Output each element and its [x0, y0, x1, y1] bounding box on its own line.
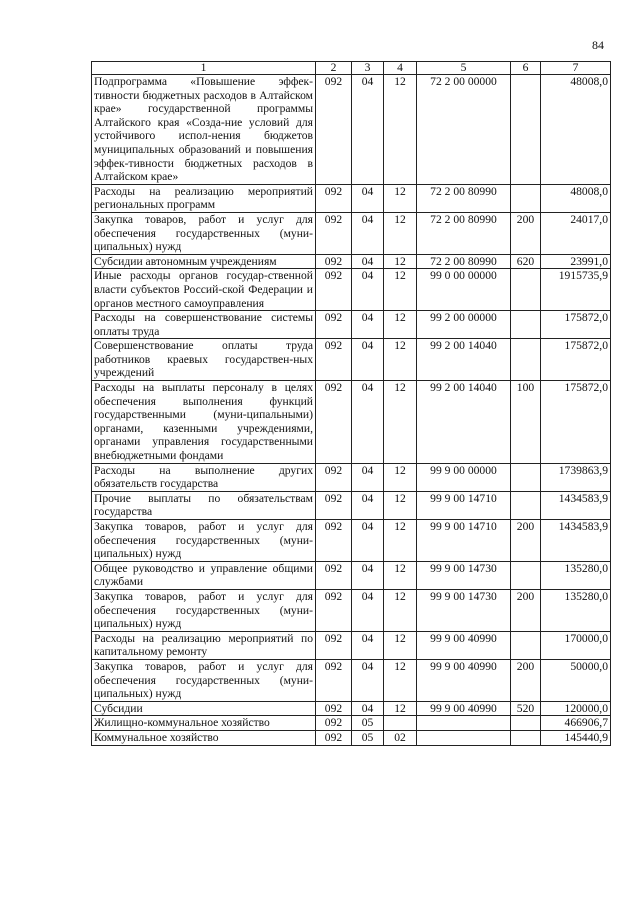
row-amount-cell: 175872,0	[541, 381, 611, 464]
row-subsection-cell: 12	[384, 75, 417, 185]
row-expense-type-cell	[511, 269, 541, 311]
row-name-cell: Расходы на реализацию мероприятий региональных программ	[92, 184, 316, 212]
row-ministry-cell: 092	[316, 184, 352, 212]
row-expense-type-cell: 200	[511, 659, 541, 701]
row-ministry-cell: 092	[316, 631, 352, 659]
row-ministry-cell: 092	[316, 701, 352, 716]
row-ministry-cell: 092	[316, 520, 352, 562]
row-expense-type-cell: 200	[511, 589, 541, 631]
row-name-cell: Закупка товаров, работ и услуг для обеспечения государственных (муни-ципальных) нужд	[92, 212, 316, 254]
row-target-article-cell: 99 2 00 14040	[417, 381, 511, 464]
table-row	[92, 311, 611, 339]
row-amount-cell: 175872,0	[541, 311, 611, 339]
row-target-article-cell: 99 2 00 00000	[417, 311, 511, 339]
row-amount-cell: 170000,0	[541, 631, 611, 659]
row-amount-cell: 48008,0	[541, 75, 611, 185]
row-subsection-cell: 12	[384, 184, 417, 212]
row-target-article-cell: 99 9 00 14710	[417, 491, 511, 519]
row-section-cell: 04	[352, 659, 384, 701]
row-name-cell: Жилищно-коммунальное хозяйство	[92, 716, 316, 731]
row-expense-type-cell	[511, 184, 541, 212]
row-expense-type-cell	[511, 339, 541, 381]
row-expense-type-cell	[511, 631, 541, 659]
row-ministry-cell: 092	[316, 561, 352, 589]
row-name-cell: Субсидии	[92, 701, 316, 716]
row-amount-cell: 1434583,9	[541, 491, 611, 519]
column-header: 7	[541, 62, 611, 75]
table-row	[92, 212, 611, 254]
row-name-cell: Коммунальное хозяйство	[92, 730, 316, 745]
row-ministry-cell: 092	[316, 212, 352, 254]
row-amount-cell: 1739863,9	[541, 463, 611, 491]
row-target-article-cell: 72 2 00 80990	[417, 184, 511, 212]
row-section-cell: 04	[352, 254, 384, 269]
row-subsection-cell: 12	[384, 561, 417, 589]
row-amount-cell: 1434583,9	[541, 520, 611, 562]
page-number: 84	[592, 38, 604, 52]
table-row	[92, 730, 611, 745]
column-header: 1	[92, 62, 316, 75]
table-row	[92, 339, 611, 381]
row-name-cell: Закупка товаров, работ и услуг для обеспечения государственных (муни-ципальных) нужд	[92, 589, 316, 631]
row-subsection-cell: 12	[384, 659, 417, 701]
row-section-cell: 04	[352, 491, 384, 519]
column-header: 2	[316, 62, 352, 75]
row-amount-cell: 23991,0	[541, 254, 611, 269]
row-expense-type-cell	[511, 463, 541, 491]
table-row	[92, 184, 611, 212]
row-ministry-cell: 092	[316, 716, 352, 731]
row-name-cell: Расходы на совершенствование системы оплаты труда	[92, 311, 316, 339]
row-section-cell: 04	[352, 75, 384, 185]
row-name-cell: Иные расходы органов государ-ственной власти субъектов Россий-ской Федерации и органов местного самоуправления	[92, 269, 316, 311]
table-row	[92, 589, 611, 631]
table-row	[92, 254, 611, 269]
row-section-cell: 05	[352, 730, 384, 745]
row-name-cell: Подпрограмма «Повышение эффек-тивности бюджетных расходов в Алтайском крае» государственной программы Алтайского края «Созда-ние условий для устойчивого испол-нения бюджетов муниципальных образований и повышения эффек-тивности бюджетных расходов в Алтайском крае»	[92, 75, 316, 185]
row-section-cell: 04	[352, 520, 384, 562]
row-amount-cell: 24017,0	[541, 212, 611, 254]
budget-table	[91, 61, 611, 746]
row-ministry-cell: 092	[316, 339, 352, 381]
row-section-cell: 04	[352, 184, 384, 212]
table-row	[92, 716, 611, 731]
row-subsection-cell: 12	[384, 491, 417, 519]
row-section-cell: 04	[352, 701, 384, 716]
row-target-article-cell: 72 2 00 80990	[417, 254, 511, 269]
table-row	[92, 381, 611, 464]
row-name-cell: Расходы на реализацию мероприятий по капитальному ремонту	[92, 631, 316, 659]
row-name-cell: Расходы на выплаты персоналу в целях обеспечения выполнения функций государственными (муни-ципальными) органами, казенными учреждениями, органами управления государственными внебюджетными фондами	[92, 381, 316, 464]
row-ministry-cell: 092	[316, 254, 352, 269]
row-expense-type-cell: 520	[511, 701, 541, 716]
row-amount-cell: 466906,7	[541, 716, 611, 731]
row-ministry-cell: 092	[316, 730, 352, 745]
row-amount-cell: 175872,0	[541, 339, 611, 381]
row-subsection-cell: 12	[384, 520, 417, 562]
row-amount-cell: 1915735,9	[541, 269, 611, 311]
row-subsection-cell: 12	[384, 701, 417, 716]
table-row	[92, 520, 611, 562]
row-section-cell: 04	[352, 589, 384, 631]
row-amount-cell: 145440,9	[541, 730, 611, 745]
row-expense-type-cell	[511, 75, 541, 185]
row-target-article-cell: 99 0 00 00000	[417, 269, 511, 311]
row-target-article-cell: 99 9 00 14730	[417, 561, 511, 589]
row-section-cell: 04	[352, 212, 384, 254]
table-row	[92, 631, 611, 659]
table-row	[92, 75, 611, 185]
row-section-cell: 04	[352, 463, 384, 491]
row-subsection-cell: 12	[384, 589, 417, 631]
column-header: 3	[352, 62, 384, 75]
row-subsection-cell: 02	[384, 730, 417, 745]
column-header: 5	[417, 62, 511, 75]
row-ministry-cell: 092	[316, 311, 352, 339]
row-expense-type-cell	[511, 561, 541, 589]
row-subsection-cell: 12	[384, 631, 417, 659]
row-target-article-cell: 72 2 00 00000	[417, 75, 511, 185]
row-subsection-cell: 12	[384, 212, 417, 254]
row-target-article-cell: 99 9 00 14710	[417, 520, 511, 562]
row-expense-type-cell: 620	[511, 254, 541, 269]
row-target-article-cell: 99 9 00 40990	[417, 631, 511, 659]
row-amount-cell: 50000,0	[541, 659, 611, 701]
row-expense-type-cell	[511, 716, 541, 731]
row-ministry-cell: 092	[316, 659, 352, 701]
row-section-cell: 04	[352, 561, 384, 589]
row-name-cell: Прочие выплаты по обязательствам государства	[92, 491, 316, 519]
row-target-article-cell: 99 9 00 40990	[417, 659, 511, 701]
row-ministry-cell: 092	[316, 75, 352, 185]
column-header: 6	[511, 62, 541, 75]
table-row	[92, 659, 611, 701]
row-target-article-cell	[417, 730, 511, 745]
table-row	[92, 561, 611, 589]
table-row	[92, 463, 611, 491]
row-section-cell: 05	[352, 716, 384, 731]
row-subsection-cell: 12	[384, 311, 417, 339]
row-subsection-cell: 12	[384, 254, 417, 269]
row-amount-cell: 120000,0	[541, 701, 611, 716]
row-subsection-cell: 12	[384, 381, 417, 464]
row-name-cell: Субсидии автономным учреждениям	[92, 254, 316, 269]
row-name-cell: Расходы на выполнение других обязательств государства	[92, 463, 316, 491]
row-target-article-cell	[417, 716, 511, 731]
row-name-cell: Закупка товаров, работ и услуг для обеспечения государственных (муни-ципальных) нужд	[92, 659, 316, 701]
table-row	[92, 701, 611, 716]
row-amount-cell: 48008,0	[541, 184, 611, 212]
row-target-article-cell: 99 9 00 40990	[417, 701, 511, 716]
row-subsection-cell: 12	[384, 463, 417, 491]
row-amount-cell: 135280,0	[541, 589, 611, 631]
column-header: 4	[384, 62, 417, 75]
row-expense-type-cell: 200	[511, 212, 541, 254]
row-section-cell: 04	[352, 269, 384, 311]
row-subsection-cell: 12	[384, 339, 417, 381]
row-section-cell: 04	[352, 311, 384, 339]
row-target-article-cell: 99 9 00 14730	[417, 589, 511, 631]
row-section-cell: 04	[352, 339, 384, 381]
row-subsection-cell	[384, 716, 417, 731]
row-section-cell: 04	[352, 381, 384, 464]
row-target-article-cell: 99 2 00 14040	[417, 339, 511, 381]
row-ministry-cell: 092	[316, 463, 352, 491]
row-ministry-cell: 092	[316, 269, 352, 311]
row-expense-type-cell	[511, 491, 541, 519]
row-ministry-cell: 092	[316, 491, 352, 519]
row-ministry-cell: 092	[316, 381, 352, 464]
row-amount-cell: 135280,0	[541, 561, 611, 589]
row-name-cell: Общее руководство и управление общими службами	[92, 561, 316, 589]
row-target-article-cell: 99 9 00 00000	[417, 463, 511, 491]
row-section-cell: 04	[352, 631, 384, 659]
row-expense-type-cell: 100	[511, 381, 541, 464]
row-target-article-cell: 72 2 00 80990	[417, 212, 511, 254]
row-expense-type-cell: 200	[511, 520, 541, 562]
row-name-cell: Закупка товаров, работ и услуг для обеспечения государственных (муни-ципальных) нужд	[92, 520, 316, 562]
table-row	[92, 269, 611, 311]
row-expense-type-cell	[511, 730, 541, 745]
table-row	[92, 491, 611, 519]
table-header-row	[92, 62, 611, 75]
row-subsection-cell: 12	[384, 269, 417, 311]
row-ministry-cell: 092	[316, 589, 352, 631]
row-name-cell: Совершенствование оплаты труда работников краевых государствен-ных учреждений	[92, 339, 316, 381]
row-expense-type-cell	[511, 311, 541, 339]
